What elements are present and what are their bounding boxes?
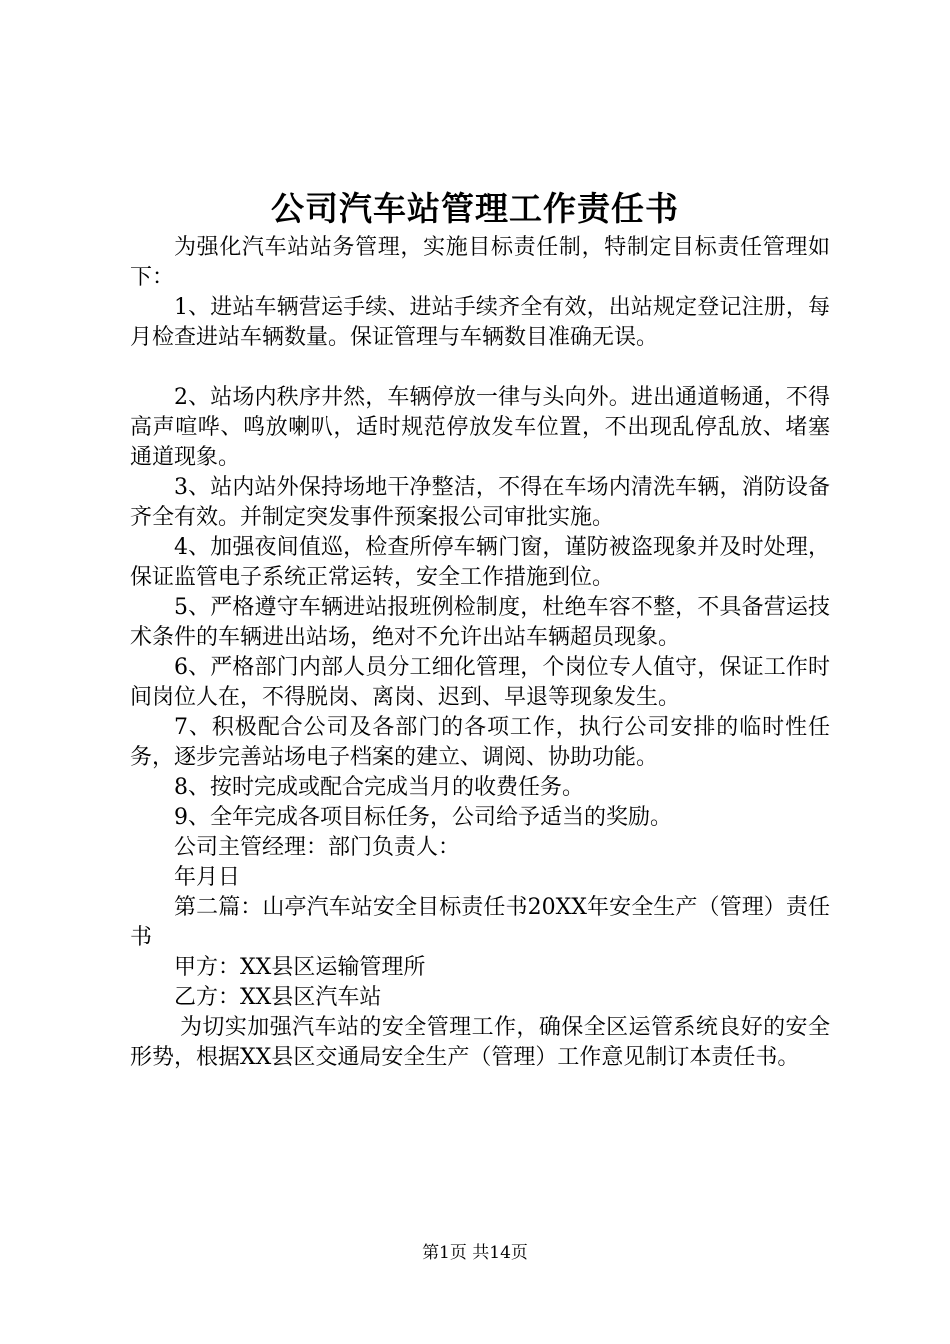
item-9-paragraph: 9、全年完成各项目标任务，公司给予适当的奖励。: [174, 805, 672, 830]
item-1-paragraph: 1、进站车辆营运手续、进站手续齐全有效，出站规定登记注册，每月检查进站车辆数量。保证管理与车辆数目准确无误。: [130, 295, 830, 350]
date-line: 年月日: [174, 865, 241, 890]
closing-paragraph: 为切实加强汽车站的安全管理工作，确保全区运管系统良好的安全形势，根据XX县区交通局安全生产（管理）工作意见制订本责任书。: [130, 1015, 830, 1070]
second-article-heading: 第二篇：山亭汽车站安全目标责任书20XX年安全生产（管理）责任书: [130, 895, 830, 950]
party-a-line: 甲方：XX县区运输管理所: [174, 955, 426, 980]
signature-line: 公司主管经理：部门负责人：: [174, 835, 461, 860]
item-4-paragraph: 4、加强夜间值巡，检查所停车辆门窗，谨防被盗现象并及时处理，保证监管电子系统正常运转，安全工作措施到位。: [130, 535, 830, 590]
item-3-paragraph: 3、站内站外保持场地干净整洁，不得在车场内清洗车辆，消防设备齐全有效。并制定突发事件预案报公司审批实施。: [130, 475, 830, 530]
item-5-paragraph: 5、严格遵守车辆进站报班例检制度，杜绝车容不整，不具备营运技术条件的车辆进出站场，绝对不允许出站车辆超员现象。: [130, 595, 830, 650]
document-body: [130, 233, 830, 1073]
item-7-paragraph: 7、积极配合公司及各部门的各项工作，执行公司安排的临时性任务，逐步完善站场电子档案的建立、调阅、协助功能。: [130, 715, 830, 770]
item-8-paragraph: 8、按时完成或配合完成当月的收费任务。: [174, 775, 584, 800]
item-2-paragraph: 2、站场内秩序井然，车辆停放一律与头向外。进出通道畅通，不得高声喧哗、鸣放喇叭，适时规范停放发车位置，不出现乱停乱放、堵塞通道现象。: [130, 385, 830, 470]
page-title: 公司汽车站管理工作责任书: [271, 189, 679, 228]
party-b-line: 乙方：XX县区汽车站: [174, 985, 382, 1010]
intro-paragraph: 为强化汽车站站务管理，实施目标责任制，特制定目标责任管理如下：: [130, 235, 830, 290]
page-number: 第1页 共14页: [422, 1243, 528, 1263]
item-6-paragraph: 6、严格部门内部人员分工细化管理，个岗位专人值守，保证工作时间岗位人在，不得脱岗、离岗、迟到、早退等现象发生。: [130, 655, 830, 710]
